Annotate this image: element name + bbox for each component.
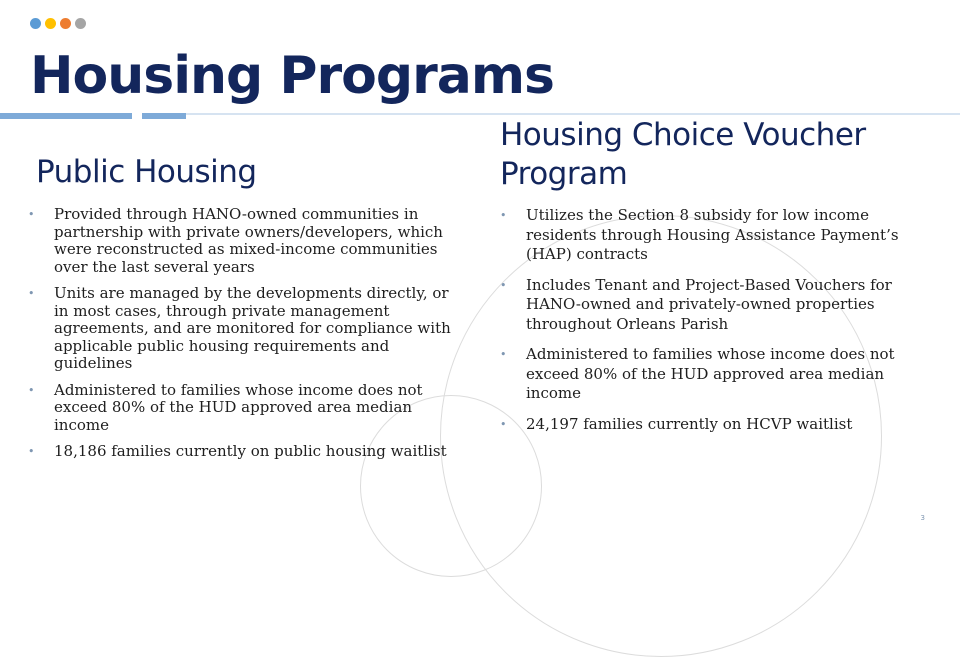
public-housing-column <box>28 150 458 470</box>
public-housing-list <box>28 206 458 461</box>
bullet-icon: • <box>500 348 507 361</box>
bullet-icon: • <box>28 287 35 300</box>
list-item: • Includes Tenant and Project-Based Vouchers for HANO-owned and privately-owned properties throughout Orleans Parish <box>500 275 892 333</box>
list-item: • Units are managed by the developments directly, or in most cases, through private management agreements, and are monitored for compliance with applicable public housing requirements and guidelines <box>28 284 451 372</box>
bullet-icon: • <box>28 208 35 221</box>
public-housing-heading: Public Housing <box>36 154 257 190</box>
title-divider <box>186 113 960 115</box>
color-dots <box>30 18 86 29</box>
bullet-icon: • <box>500 417 507 431</box>
bullet-icon: • <box>28 445 35 458</box>
dot-yellow <box>45 18 56 29</box>
bullet-icon: • <box>28 383 35 397</box>
title-underline <box>0 113 132 119</box>
hcvp-list <box>500 206 910 434</box>
list-item: • 18,186 families currently on public housing waitlist <box>28 442 447 460</box>
list-item: • Provided through HANO-owned communities in partnership with private owners/developers, which were reconstructed as mixed-income communities over the last several years <box>28 205 443 276</box>
bullet-icon: • <box>500 278 507 292</box>
title-underline-accent <box>142 113 186 119</box>
dot-orange <box>60 18 71 29</box>
page-title: Housing Programs <box>30 46 554 106</box>
list-item: • Utilizes the Section 8 subsidy for low income residents through Housing Assistance Payment’s (HAP) contracts <box>500 206 899 263</box>
hcvp-heading: Housing Choice Voucher Program <box>500 117 866 192</box>
list-item: • 24,197 families currently on HCVP waitlist <box>500 414 853 433</box>
dot-blue <box>30 18 41 29</box>
dot-gray <box>75 18 86 29</box>
list-item: • Administered to families whose income does not exceed 80% of the HUD approved area median income <box>500 345 895 402</box>
hcvp-column <box>500 116 910 445</box>
list-item: • Administered to families whose income does not exceed 80% of the HUD approved area median income <box>28 380 423 434</box>
bullet-icon: • <box>500 209 507 222</box>
page-number: 3 <box>920 514 925 522</box>
